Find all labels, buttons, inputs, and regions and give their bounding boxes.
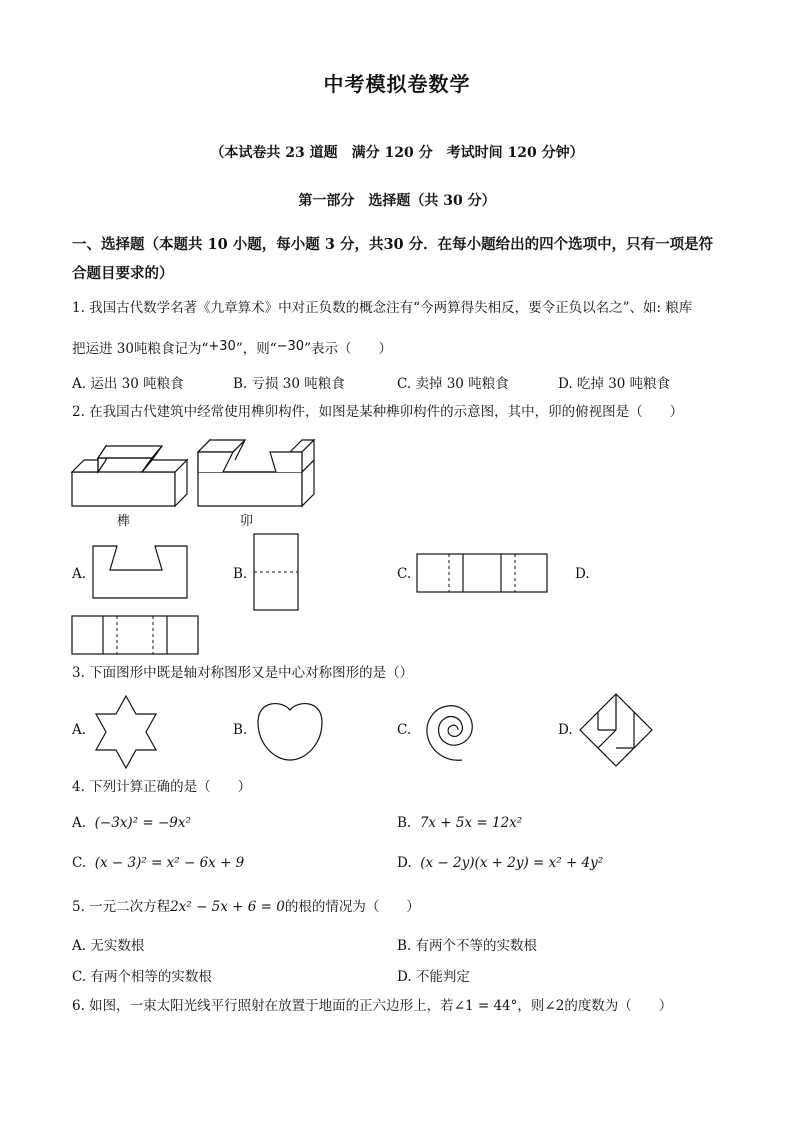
q2-option-c-figure[interactable] (415, 552, 549, 594)
q3-option-b[interactable]: B. (233, 722, 248, 738)
q6-stem-part-a: 6. 如图，一束太阳光线平行照射在放置于地面的正六边形上，若 (72, 998, 454, 1014)
q3-heart-shape-icon[interactable] (254, 698, 326, 764)
q3-option-a[interactable]: A. (72, 722, 87, 738)
q2-option-b[interactable]: B. (233, 566, 248, 582)
q6-stem-part-c: 的度数为（ ） (564, 998, 673, 1014)
q4-option-c-label: C. (72, 855, 87, 871)
part-heading: 第一部分 选择题（共 30 分） (298, 193, 496, 209)
q3-option-d[interactable]: D. (558, 722, 573, 738)
label-tenon: 榫 (117, 514, 131, 529)
q5-stem-part-a: 5. 一元二次方程 (72, 899, 171, 915)
q5-option-c[interactable]: C. 有两个相等的实数根 (72, 969, 212, 985)
q3-six-point-star-icon[interactable] (90, 694, 162, 770)
q1-option-b[interactable]: B. 亏损 30 吨粮食 (233, 376, 345, 392)
q1-option-c[interactable]: C. 卖掉 30 吨粮食 (397, 376, 509, 392)
q1-stem-line1: 1. 我国古代数学名著《九章算术》中对正负数的概念注有“今两算得失相反，要令正负以名之”、如: 粮库 (72, 300, 693, 316)
q2-stem: 2. 在我国古代建筑中经常使用榫卯构件，如图是某种榫卯构件的示意图，其中，卯的俯视图是（ ） (72, 404, 684, 420)
q1-plus30: +30 (208, 339, 236, 354)
q1-option-d[interactable]: D. 吃掉 30 吨粮食 (558, 376, 671, 392)
q4-option-d[interactable] (397, 855, 603, 871)
q6-angle2: ∠2 (544, 998, 565, 1014)
exam-title: 中考模拟卷数学 (323, 72, 471, 96)
q5-stem (72, 897, 420, 917)
q4-option-a-label: A. (72, 815, 87, 831)
q3-pinwheel-square-icon[interactable] (576, 690, 656, 770)
q4-option-a-expr: (−3x)² = −9x² (94, 815, 191, 831)
q2-option-d-figure[interactable] (70, 614, 200, 656)
q1-stem-part-b: ”，则“ (235, 341, 277, 357)
tenon-solid (72, 446, 187, 506)
q1-stem-part-c: ”表示（ ） (304, 341, 392, 357)
q1-option-a[interactable]: A. 运出 30 吨粮食 (72, 376, 184, 392)
q6-stem (72, 996, 672, 1016)
q4-option-d-expr: (x − 2y)(x + 2y) = x² + 4y² (420, 855, 604, 871)
q3-option-c[interactable]: C. (397, 722, 412, 738)
q4-option-b[interactable] (397, 815, 522, 831)
q1-stem-line2 (72, 337, 392, 359)
q5-option-b[interactable]: B. 有两个不等的实数根 (397, 938, 538, 954)
q4-option-d-label: D. (397, 855, 412, 871)
q4-option-b-expr: 7x + 5x = 12x² (419, 815, 523, 831)
q6-angle1: ∠1 = 44° (453, 998, 518, 1014)
q1-stem-part-a: 把运进 30吨粮食记为“ (72, 341, 209, 357)
q5-option-d[interactable]: D. 不能判定 (397, 969, 470, 985)
q2-tenon-mortise-figure (70, 430, 330, 510)
section-heading: 一、选择题（本题共 10 小题，每小题 3 分，共30 分．在每小题给出的四个选项中，只有一项是符合题目要求的） (72, 236, 714, 282)
q3-spiral-icon[interactable] (414, 692, 490, 768)
q4-option-b-label: B. (397, 815, 412, 831)
q5-equation: 2x² − 5x + 6 = 0 (170, 899, 285, 915)
q5-option-a[interactable]: A. 无实数根 (72, 938, 145, 954)
q2-option-a-figure[interactable] (90, 544, 190, 600)
q4-option-c[interactable] (72, 855, 244, 871)
q2-option-d[interactable]: D. (575, 566, 590, 582)
mortise-solid (198, 440, 314, 506)
q2-option-a[interactable]: A. (72, 566, 87, 582)
q2-option-c[interactable]: C. (397, 566, 412, 582)
q4-stem: 4. 下列计算正确的是（ ） (72, 779, 252, 795)
exam-subtitle: （本试卷共 23 道题 满分 120 分 考试时间 120 分钟） (210, 145, 584, 161)
q6-stem-part-b: ，则 (517, 998, 545, 1014)
q3-stem: 3. 下面图形中既是轴对称图形又是中心对称图形的是（） (72, 665, 414, 681)
q4-option-c-expr: (x − 3)² = x² − 6x + 9 (94, 855, 245, 871)
q2-option-b-figure[interactable] (252, 532, 302, 612)
label-mortise: 卯 (240, 514, 254, 529)
q5-stem-part-b: 的根的情况为（ ） (284, 899, 420, 915)
q4-option-a[interactable] (72, 815, 191, 831)
q1-minus30: −30 (276, 339, 305, 354)
